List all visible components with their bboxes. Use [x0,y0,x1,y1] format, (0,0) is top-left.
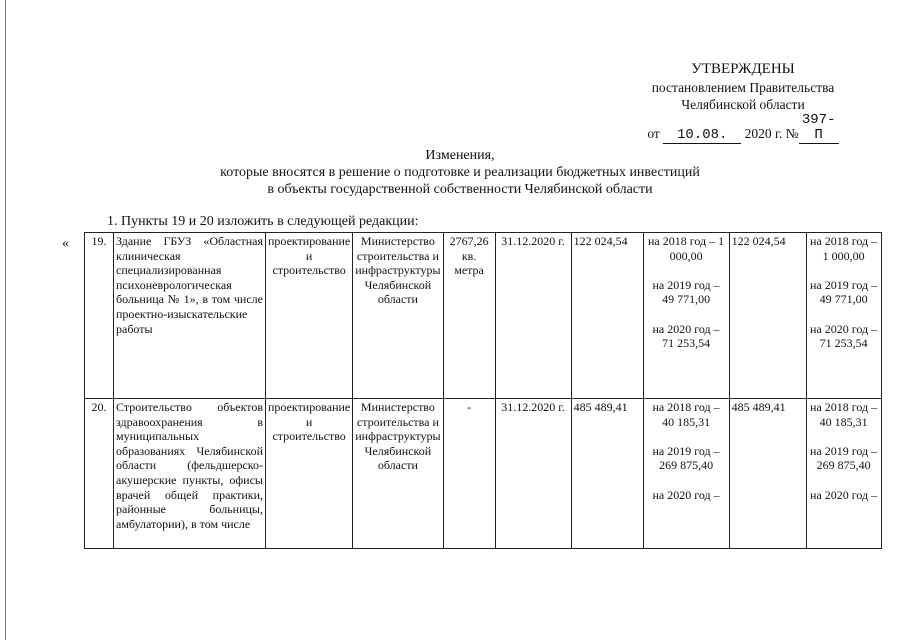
capacity: - [443,399,495,549]
date-year: 2020 г. № [744,126,799,141]
cost-schedule: на 2018 год – 40 185,31 на 2019 год – 269 875,40 на 2020 год – [643,399,729,549]
item-instruction: 1. Пункты 19 и 20 изложить в следующей редакции: [107,214,419,229]
total-investment: 122 024,54 [729,233,806,399]
table-row [85,399,882,549]
customer: Министерство строительства и инфраструктуры Челябинской области [353,233,443,399]
document-title [160,147,760,198]
open-quote: « [62,236,69,251]
title-line-3: в объекты государственной собственности Челябинской области [267,182,653,197]
approval-line-1: постановлением Правительства [651,80,835,95]
completion-date: 31.12.2020 г. [495,399,571,549]
number-handwritten: 397-П [799,113,839,144]
completion-date: 31.12.2020 г. [495,233,571,399]
approval-stamp [618,60,868,144]
customer: Министерство строительства и инфраструктуры Челябинской области [353,399,443,549]
row-number: 20. [85,399,114,549]
row-number: 19. [85,233,114,399]
date-handwritten: 10.08. [663,128,741,144]
table-row [85,233,882,399]
cost-schedule: на 2018 год – 1 000,00 на 2019 год – 49 771,00 на 2020 год – 71 253,54 [643,233,729,399]
object-name: Здание ГБУЗ «Областная клиническая специализированная психоневрологическая больница № 1», в том числе проектно-изыскательские работы [114,233,266,399]
total-investment: 485 489,41 [729,399,806,549]
scan-edge-line [5,0,6,640]
title-line-2: которые вносятся в решение о подготовке и реализации бюджетных инвестиций [220,165,700,180]
approval-heading: УТВЕРЖДЕНЫ [691,61,795,77]
estimated-cost: 122 024,54 [571,233,643,399]
investment-schedule: на 2018 год – 40 185,31 на 2019 год – 269 875,40 на 2020 год – [806,399,881,549]
approval-line-2: Челябинской области [681,97,805,112]
estimated-cost: 485 489,41 [571,399,643,549]
investment-schedule: на 2018 год – 1 000,00 на 2019 год – 49 771,00 на 2020 год – 71 253,54 [806,233,881,399]
work-type: проектирование и строительство [266,233,353,399]
work-type: проектирование и строительство [266,399,353,549]
approval-date-line [618,113,868,144]
title-line-1: Изменения, [425,148,495,163]
changes-table [84,232,882,549]
date-prefix: от [647,126,660,141]
capacity: 2767,26 кв. метра [443,233,495,399]
object-name: Строительство объектов здравоохранения в муниципальных образованиях Челябинской области (фельдшерско-акушерские пункты, офисы врачей общей практики, районные больницы, амбулатории), в том числе [114,399,266,549]
